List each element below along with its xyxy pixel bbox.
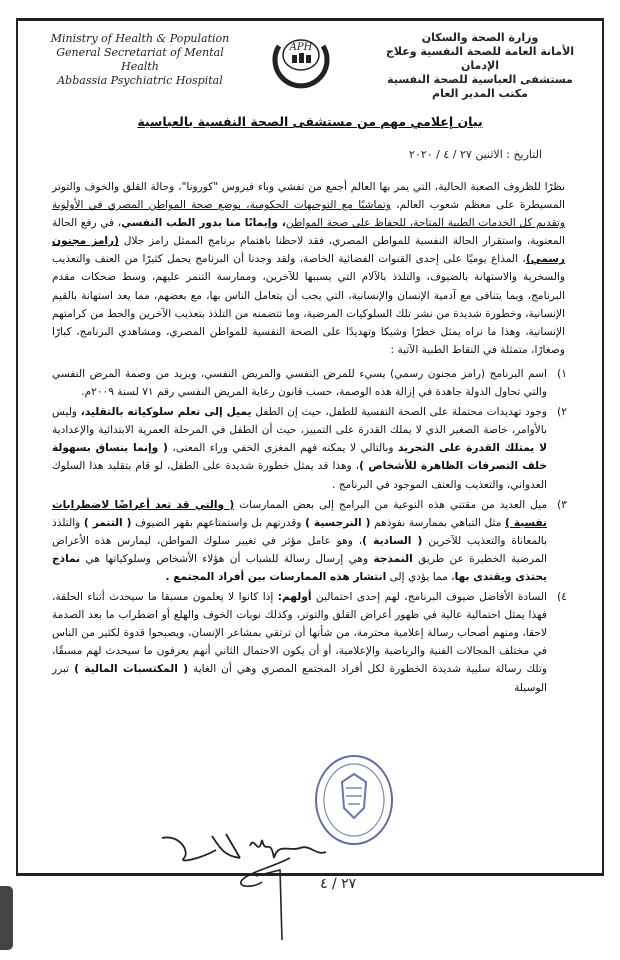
english-header: [40, 32, 240, 88]
point-text: والتلذذ بالمعاناة والتعذيب للآخرين: [52, 516, 547, 547]
secretariat-name-ar: الأمانة العامة للصحة النفسية وعلاج الإدمان: [385, 45, 575, 72]
hospital-logo: [269, 28, 333, 92]
point-bold: لا يمتلك القدرة على التجريد: [397, 442, 547, 455]
point-text: وبالتالي لا يمكنه فهم المغزى الخفي وراء المعنى،: [167, 442, 398, 455]
point-3: [52, 496, 567, 586]
director-office-ar: مكتب المدير العام: [432, 87, 528, 100]
point-text: ، وهو عامل مؤثر في تغيير سلوك المواطن، ليمارس هذه الأعراض المرضية الخطيرة عن طريق: [52, 534, 547, 565]
point-bold: ( النرجسية ): [305, 516, 371, 529]
document-title: بيان إعلامي مهم من مستشفى الصحة النفسية بالعباسية: [137, 114, 483, 129]
ministry-name-en: Ministry of Health & Population: [50, 32, 230, 45]
point-text: وليس بالأوامر، خاصة الصغير الذي لا يملك القدرة على التمييز، حيث أن الطفل في المرحلة العمرية الابتدائية والإعدادية: [52, 406, 547, 437]
intro-text-3: ، المذاع يوميًا على إحدى القنوات الفضائية الخاصة، ولقد وجدنا أن البرنامج يحمل كثيرًا من العنف والتعذيب والسخرية والاستهانة بالضيوف، والتلذذ بالآلام التي يسببها للآخرين، وممارسة التنمر عليهم، وسط ضحكات مقدم البرنامج، وبما يتنافى مع آدمية الإنسان والإنسانية، التي يجب أن يتعامل الناس بها، مع بعضهم، مما يعد استهانة بالقيم الإنسانية، وخطورة شديدة من نشر تلك السلوكيات المرضية، وما تتضمنه من التلذذ بتعذيب الآخرين والحط من كرامتهم الإنسانية، وهذا ما نراه يمثل خطرًا وشيكا وتهديدًا على الصحة النفسية للمواطن المصري، ومشاهدي البرنامج، كبارًا وصغارًا، متمثلة في النقاط الطبية الآتية :: [52, 253, 565, 356]
signature: [150, 828, 380, 948]
point-number: ٣): [557, 498, 567, 511]
document-body: [52, 178, 565, 699]
point-text: ، مما يؤدي إلى: [386, 570, 455, 583]
aph-logo-icon: [269, 28, 333, 92]
intro-text-1: نظرًا للظروف الصعبة الحالية، التي يمر بها العالم أجمع من تفشي وباء فيروس "كورونا"، وحالة القلق والخوف والتوتر المسيطرة على معظم شعوب العالم،: [52, 181, 565, 212]
svg-text:APH: APH: [289, 42, 313, 53]
point-text: وقدرتهم بل واستمتاعهم بقهر الضيوف: [131, 516, 306, 529]
intro-text-2: ، في رفع الحالة المعنوية، واستقرار الحالة النفسية للمواطن المصري، فقد لاحظنا باهتمام برنامج الممثل رامز جلال: [52, 217, 565, 248]
program-name: (رامز مجنون رسمي): [52, 235, 565, 266]
ministry-name-ar: وزارة الصحة والسكان: [421, 31, 539, 44]
handwritten-signature-icon: [150, 828, 380, 948]
intro-bold-1: ، وإيمانًا منا بدور الطب النفسي: [121, 217, 286, 230]
point-text: مثل التباهي بممارسة نفوذهم: [370, 516, 506, 529]
point-bold: يميل إلى تعلم سلوكياته بالتقليد،: [80, 406, 252, 419]
hospital-name-en: Abbassia Psychiatric Hospital: [57, 74, 223, 87]
point-text: وهي إرسال رسالة للشباب أن هؤلاء الأشخاص وسلوكياتها هي: [80, 552, 374, 565]
point-1: [52, 365, 567, 401]
arabic-header: [370, 31, 590, 101]
point-bold: ( وإنما ينساق بسهولة خلف التصرفات الظاهرة للأشخاص ): [52, 442, 547, 473]
point-2: [52, 403, 567, 493]
point-bold: ( والتي قد تعد أعراضًا لاضطرابات نفسية ): [52, 498, 547, 529]
point-bold: أولهم:: [277, 591, 312, 604]
point-bold: انتشار هذه الممارسات بين أفراد المجتمع .: [165, 570, 387, 583]
point-text: اسم البرنامج (رامز مجنون رسمي) يسيء للمرض النفسي والمريض النفسي، ويزيد من وصمة المرض النفسي والتي تحاول الدولة جاهدة في إزالة هذه الوصمة، حسب قانون رعاية المريض النفسي رقم ٧١ لسنة ٢٠٠٩م.: [52, 367, 547, 399]
point-bold: ( المكتسبات المالية ): [74, 663, 189, 676]
point-number: ٤): [557, 591, 567, 604]
point-text: ميل العديد من مقتني هذه النوعية من البرامج إلى بعض الممارسات: [234, 498, 547, 511]
side-tab: [0, 886, 13, 950]
point-text: ، وهذا قد يمثل خطورة شديدة على الطفل، لو قام بتقليد هذا السلوك العدواني، والتعذيب والعنف الموجود في البرنامج .: [52, 460, 547, 491]
intro-paragraph: [52, 178, 565, 359]
point-text: السادة الأفاضل ضيوف البرنامج، لهم إحدى احتمالين: [311, 591, 547, 604]
point-number: ١): [557, 367, 567, 380]
intro-underlined-1: وتماشيًا مع التوجيهات الحكومية، بوضع صحة المواطن المصري في الأولوية وتقديم كل الخدمات الطبية المتاحة، للحفاظ على صحة المواطن: [52, 199, 565, 230]
point-number: ٢): [557, 406, 567, 419]
point-4: [52, 588, 567, 697]
document-date: التاريخ : الاثنين ٢٧ / ٤ / ٢٠٢٠: [409, 148, 542, 161]
point-text: وجود تهديدات محتملة على الصحة النفسية للطفل، حيث إن الطفل: [251, 406, 548, 419]
point-text: تبرر الوسيلة: [52, 663, 547, 694]
signature-date: ٢٧ / ٤: [320, 876, 357, 892]
secretariat-name-en: General Secretariat of Mental Health: [56, 46, 224, 73]
point-bold: النمذجة: [373, 552, 413, 565]
point-text: إذا كانوا لا يعلمون مسبقا ما سيحدث أثناء الحلقة، فهذا يمثل احتمالية عالية في ظهور أعراض القلق والتوتر، وكذلك نوبات الخوف والهلع أو اضطراب ما بعد الصدمة لاحقا، ومنهم أصحاب رسالة إعلامية محترمة، من شأنها أن ترتقي بمشاعر الإنسان، ويصبحوا قدوة لكثير من الناس في مختلف المجالات الفنية والرياضية والإعلامية، أو أن يكون الاحتمال الثاني أنهم يعرفون ما سيحدث لهم مسبقًا، وتلك رسالة سلبية شديدة الخطورة لكل أفراد المجتمع المصري وهي أن الغاية: [52, 591, 547, 676]
points-list: [52, 365, 565, 697]
point-bold: ( التنمر ): [83, 516, 132, 529]
point-bold: نماذج يحتذى ويقتدى بها: [52, 552, 547, 583]
hospital-name-ar: مستشفى العباسية للصحة النفسية: [387, 73, 573, 86]
point-bold: ( السادية ): [362, 534, 423, 547]
